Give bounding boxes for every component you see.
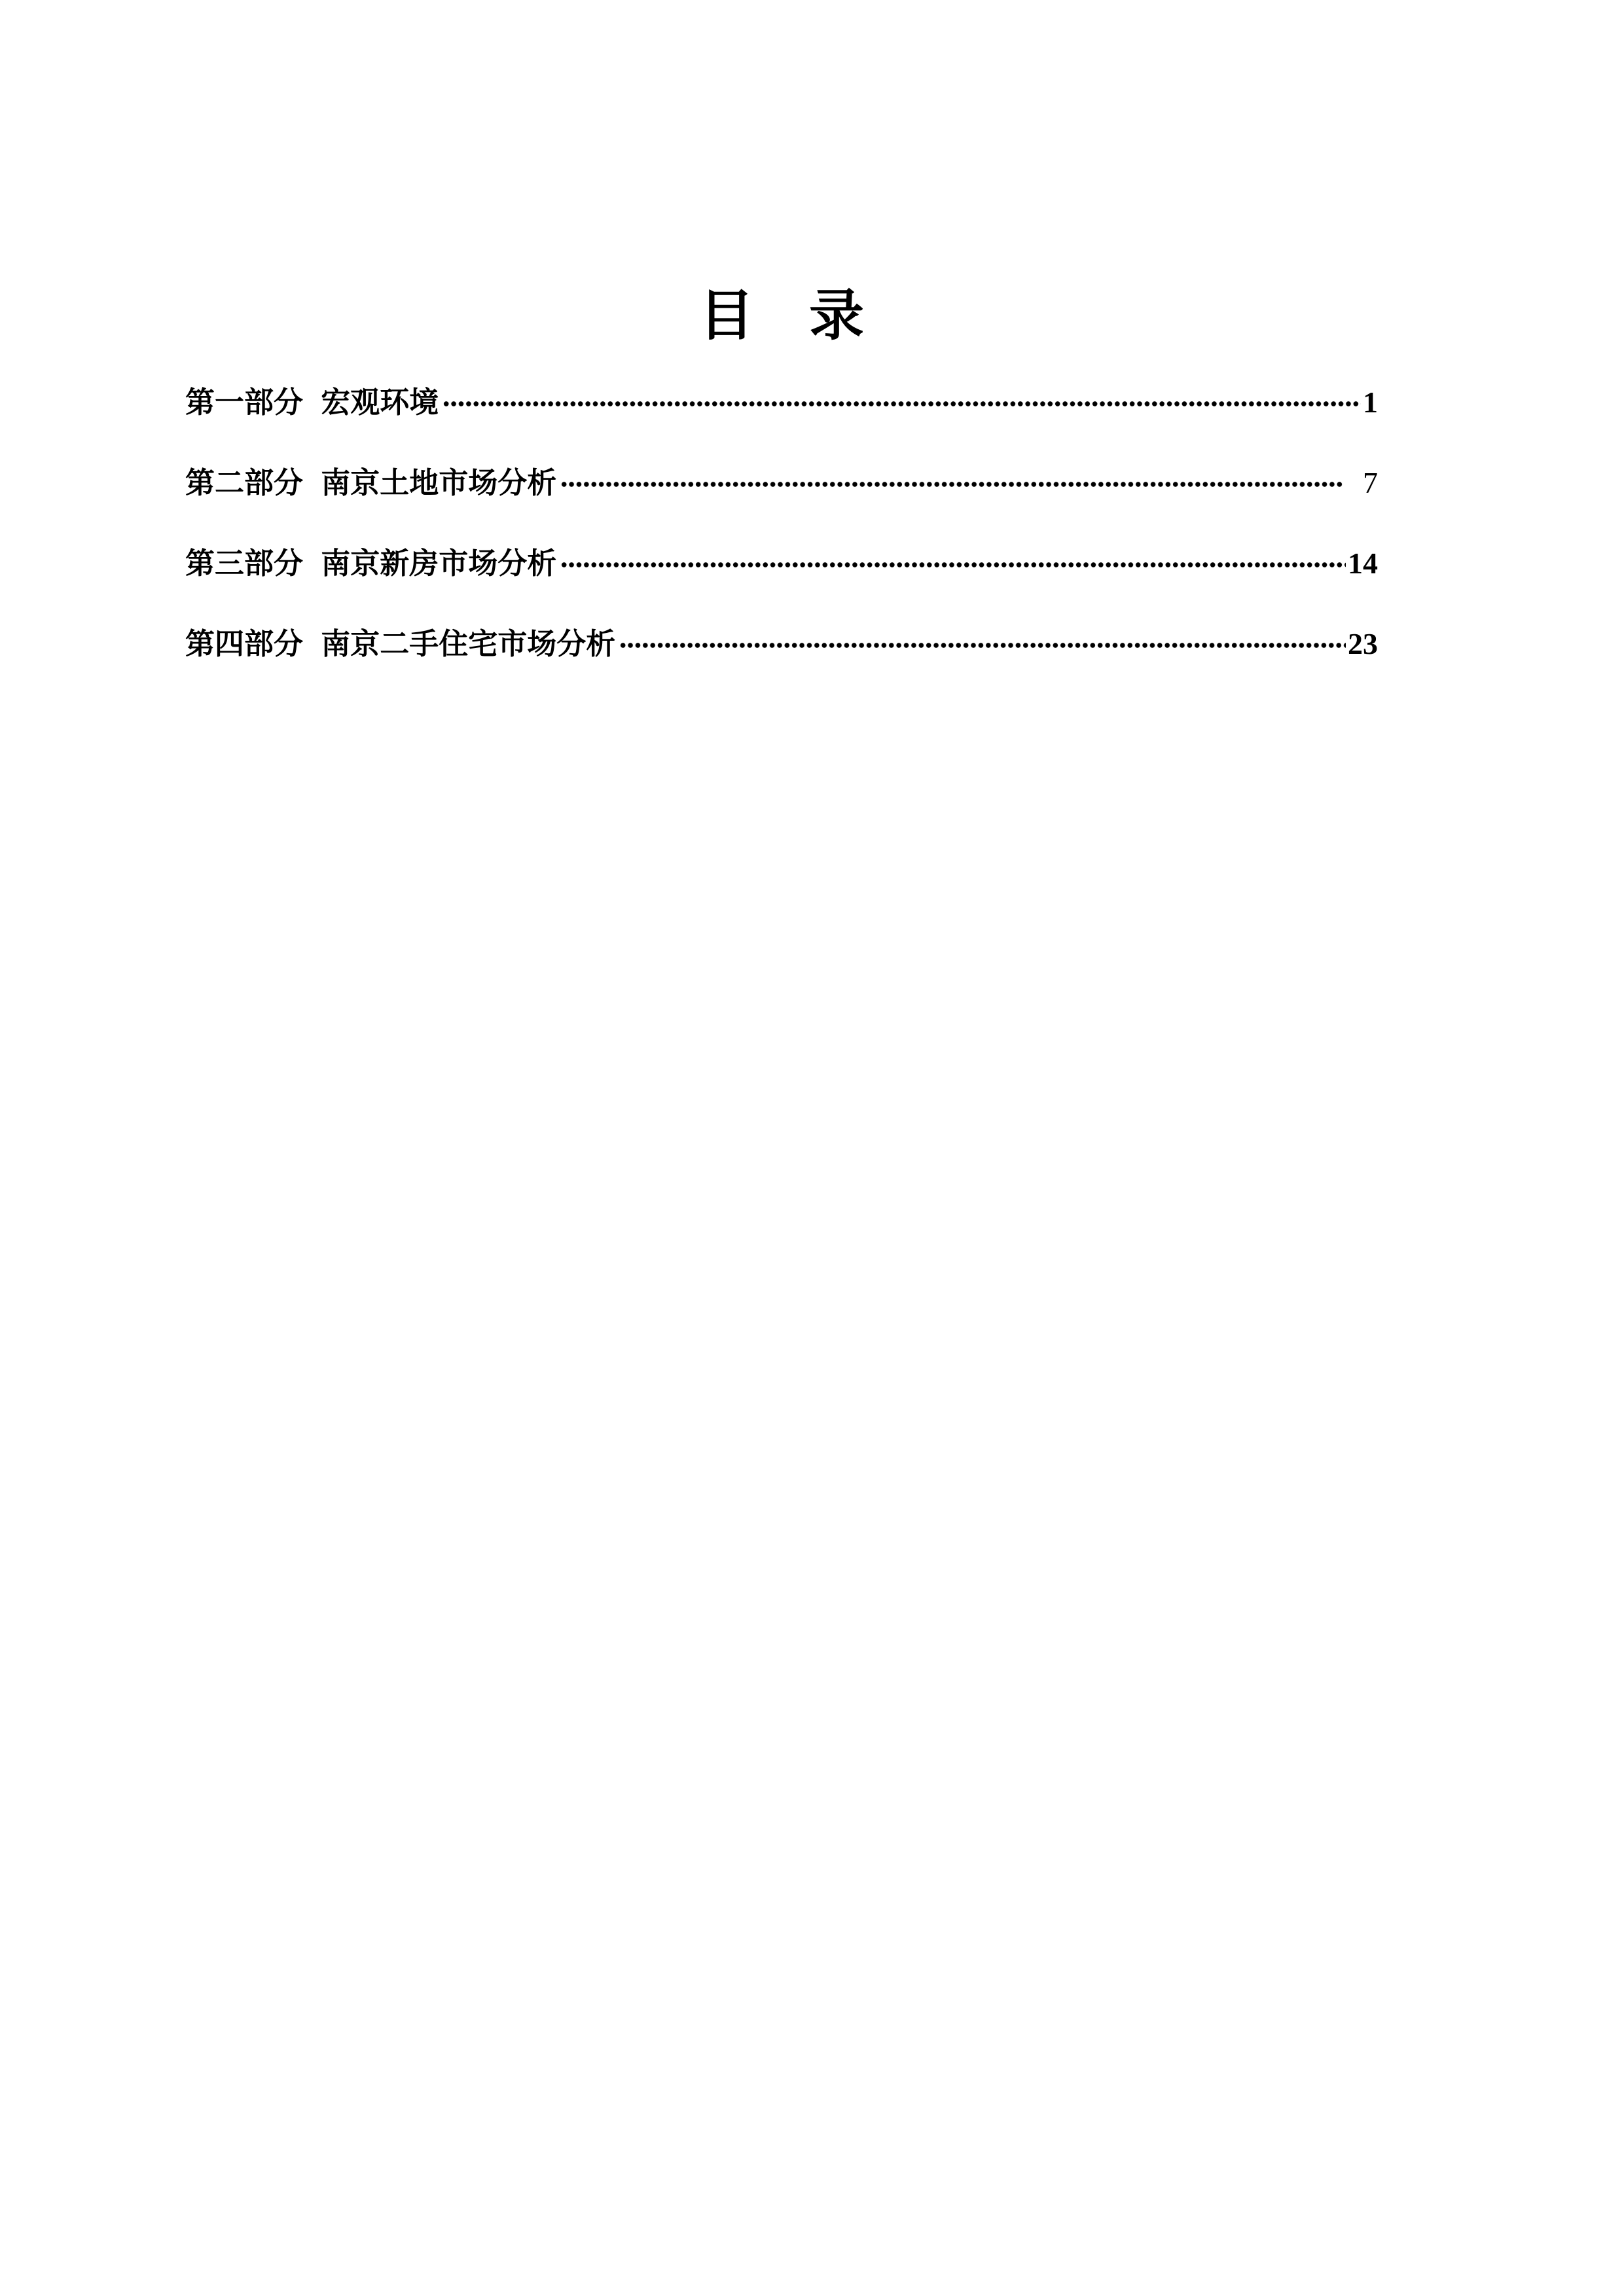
- table-of-contents: [185, 357, 1378, 679]
- toc-entry-label: 第四部分 南京二手住宅市场分析: [185, 628, 616, 660]
- page-title: 目 录: [698, 286, 864, 348]
- toc-entry-part3[interactable]: [185, 518, 1378, 599]
- toc-entry-part4[interactable]: [185, 599, 1378, 679]
- toc-entry-label: 第三部分 南京新房市场分析: [185, 547, 557, 580]
- toc-entry-label: 第二部分 南京土地市场分析: [185, 467, 557, 499]
- toc-page-number: 1: [1363, 386, 1378, 419]
- toc-entry-part1[interactable]: [185, 357, 1378, 438]
- dot-leader: [619, 641, 1346, 649]
- dot-leader: [560, 480, 1343, 488]
- toc-page-number: 14: [1348, 547, 1378, 580]
- dot-leader: [442, 400, 1361, 408]
- toc-entry-part2[interactable]: [185, 438, 1378, 518]
- toc-page-number: 7: [1363, 466, 1378, 499]
- dot-leader: [560, 561, 1346, 569]
- toc-page-number: 23: [1348, 627, 1378, 660]
- toc-entry-label: 第一部分 宏观环境: [185, 386, 439, 419]
